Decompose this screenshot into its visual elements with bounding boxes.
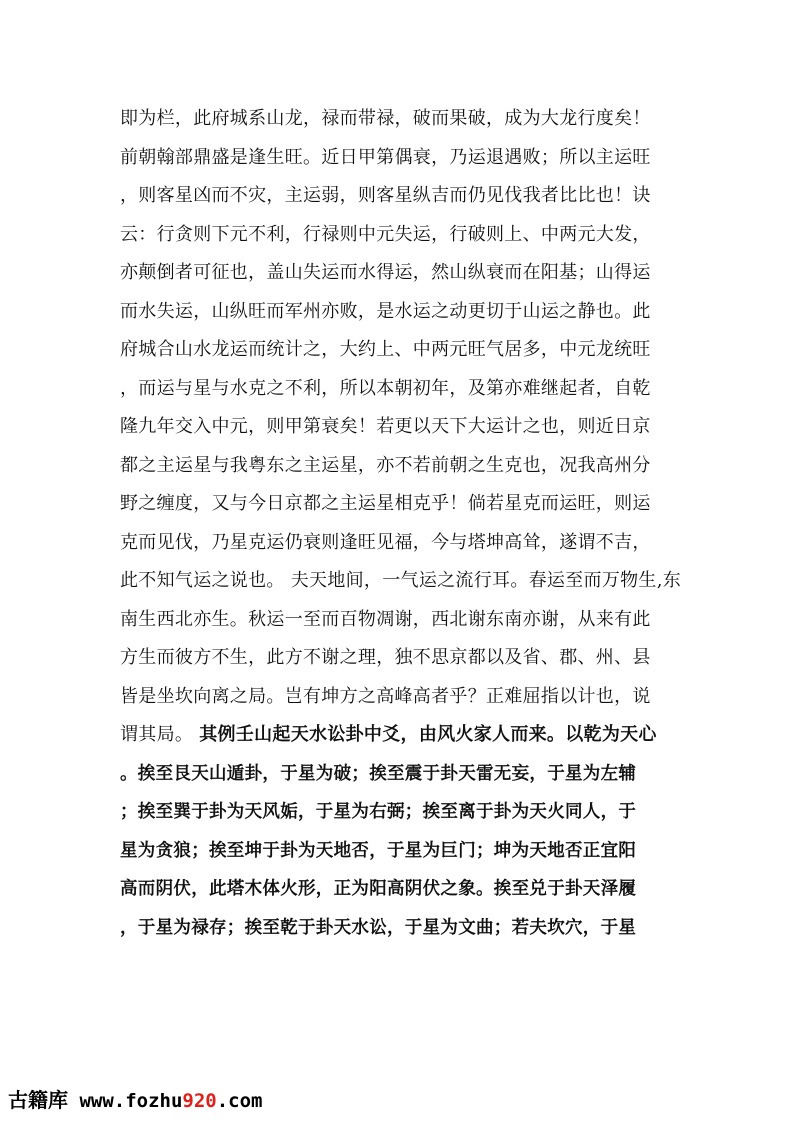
text-line: 野之缠度，又与今日京都之主运星相克乎！倘若星克而运旺，则运 xyxy=(120,493,651,514)
text-line: 云：行贪则下元不利，行禄则中元失运，行破则上、中两元大发， xyxy=(120,223,651,245)
footer-url-number: 920 xyxy=(182,1090,217,1112)
text-line: ，则客星凶而不灾，主运弱，则客星纵吉而仍见伐我者比比也！诀 xyxy=(120,185,651,206)
mixed-text-line xyxy=(120,716,720,755)
text-line: 即为栏，此府城系山龙，禄而带禄，破而果破，成为大龙行度矣！ xyxy=(120,108,651,129)
text-line: 都之主运星与我粤东之主运星，亦不若前朝之生克也，况我高州分 xyxy=(120,454,651,476)
text-line: ，而运与星与水克之不利，所以本朝初年，及第亦难继起者，自乾 xyxy=(120,377,651,399)
bold-text-line: ，于星为禄存；挨至乾于卦天水讼，于星为文曲；若夫坎穴，于星 xyxy=(120,917,637,938)
bold-text-line: 星为贪狼；挨至坤于卦为天地否，于星为巨门；坤为天地否正宜阳 xyxy=(120,840,637,861)
bold-text-line: 高而阴伏，此塔木体火形，正为阳高阴伏之象。挨至兑于卦天泽履 xyxy=(120,879,637,899)
text-line: 亦颠倒者可征也，盖山失运而水得运，然山纵衰而在阳基；山得运 xyxy=(120,262,651,283)
footer-url-part: .com xyxy=(216,1090,263,1112)
text-line: 克而见伐，乃星克运仍衰则逢旺见福，今与塔坤高耸，遂谓不吉， xyxy=(120,531,651,553)
bold-text-span: 其例壬山起天水讼卦中爻，由风火家人而来。以乾为天心 xyxy=(199,724,657,745)
text-line: 此不知气运之说也。 夫天地间，一气运之流行耳。春运至而万物生,东 xyxy=(120,570,682,591)
footer-watermark xyxy=(8,1086,262,1116)
text-line: 府城合山水龙运而统计之，大约上、中两元旺气居多，中元龙统旺 xyxy=(120,339,651,360)
text-line: 前朝翰部鼎盛是逢生旺。近日甲第偶衰，乃运退遇败；所以主运旺 xyxy=(120,146,651,168)
bold-text-line: 。挨至艮天山遁卦，于星为破；挨至震于卦天雷无妄，于星为左辅 xyxy=(120,763,637,784)
text-span: 谓其局。 xyxy=(120,724,200,745)
footer-url-part: www.fozhu xyxy=(68,1090,183,1112)
document-body xyxy=(120,100,720,947)
text-line: 方生而彼方不生，此方不谢之理，独不思京都以及省、郡、州、县 xyxy=(120,647,651,668)
bold-text-line: ；挨至巽于卦为天风姤，于星为右弼；挨至离于卦为天火同人，于 xyxy=(120,802,637,822)
text-line: 南生西北亦生。秋运一至而百物凋谢，西北谢东南亦谢，从来有此 xyxy=(120,608,651,630)
footer-site-name: 古籍库 xyxy=(8,1090,68,1112)
text-line: 隆九年交入中元，则甲第衰矣！若更以天下大运计之也，则近日京 xyxy=(120,416,651,437)
text-line: 而水失运，山纵旺而军州亦败，是水运之动更切于山运之静也。此 xyxy=(120,300,651,322)
text-line: 皆是坐坎向离之局。岂有坤方之高峰高者乎？正难屈指以计也，说 xyxy=(120,685,651,707)
